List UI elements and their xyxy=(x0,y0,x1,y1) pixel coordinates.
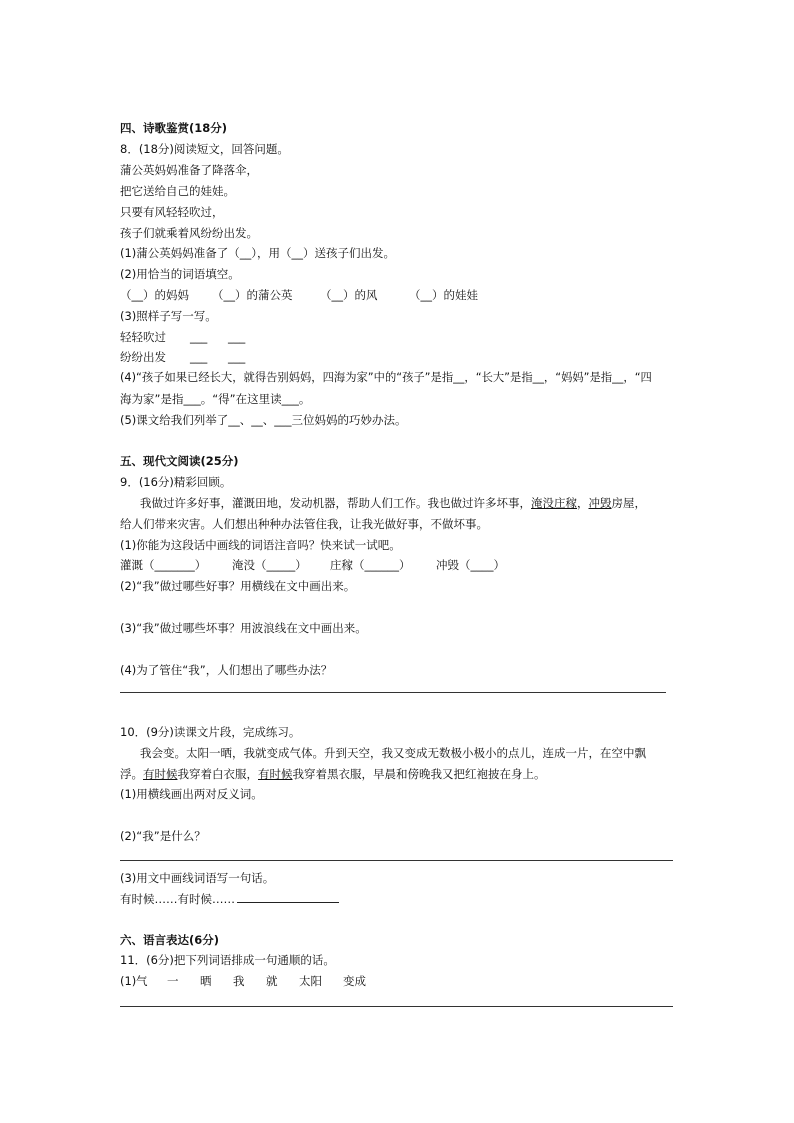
section-5-title: 五、现代文阅读(25分) xyxy=(120,454,239,468)
q10-passage-line-1: 我会变。太阳一晒，我就变成气体。升到天空，我又变成无数极小极小的点儿，连成一片，在空中飘 xyxy=(140,746,646,760)
q9-intro: 9．(16分)精彩回顾。 xyxy=(120,475,232,489)
q9-part-2: (2)“我”做过哪些好事？用横线在文中画出来。 xyxy=(120,579,356,593)
q10-part-3-prompt: 有时候……有时候…… xyxy=(120,891,339,907)
word-tile: 就 xyxy=(266,974,278,988)
answer-line-q9-4 xyxy=(120,692,666,693)
word-tile: 晒 xyxy=(200,974,212,988)
q8-part-1: (1)蒲公英妈妈准备了（__），用（__）送孩子们出发。 xyxy=(120,246,396,260)
q8-part-4-line-2: 海为家”是指___。“得”在这里读___。 xyxy=(120,392,311,406)
example-2-blank-a: ___ xyxy=(190,350,208,364)
section-6-title: 六、语言表达(6分) xyxy=(120,933,220,947)
q10-part-1: (1)用横线画出两对反义词。 xyxy=(120,787,263,801)
example-2-blank-b: ___ xyxy=(228,350,246,364)
q11-part-1-label: (1) xyxy=(120,974,137,988)
q9-part-4: (4)为了管住“我”，人们想出了哪些办法？ xyxy=(120,663,333,677)
example-2: 纷纷出发 xyxy=(120,350,166,364)
q11-intro: 11．(6分)把下列词语排成一句通顺的话。 xyxy=(120,953,335,967)
fill-blank-1: （__）的妈妈 xyxy=(120,288,189,302)
fill-blank-3: （__）的风 xyxy=(320,288,378,302)
example-1: 轻轻吹过 xyxy=(120,330,166,344)
example-1-blank-b: ___ xyxy=(228,330,246,344)
q8-part-4-line-1: (4)“孩子如果已经长大，就得告别妈妈，四海为家”中的“孩子”是指__，“长大”是指__，“妈妈”是指__，“四 xyxy=(120,371,652,384)
underlined-word-yanmo: 淹没 xyxy=(531,496,554,510)
answer-line-q10-2 xyxy=(120,860,673,861)
underlined-word-chonghui: 冲毁 xyxy=(588,496,612,510)
q9-passage-line-2: 给人们带来灾害。人们想出种种办法管住我，让我光做好事，不做坏事。 xyxy=(120,517,488,531)
q8-intro: 8．(18分)阅读短文，回答问题。 xyxy=(120,142,289,156)
answer-line-q11-1 xyxy=(120,1006,673,1007)
word-tile: 变成 xyxy=(343,974,366,988)
q9-part-3: (3)“我”做过哪些坏事？用波浪线在文中画出来。 xyxy=(120,621,367,635)
section-4-title: 四、诗歌鉴赏(18分) xyxy=(120,121,228,135)
q10-passage-line-2: 浮。有时候我穿着白衣服，有时候我穿着黑衣服，早晨和傍晚我又把红袍披在身上。 xyxy=(120,767,546,781)
word-tile: 一 xyxy=(167,974,179,988)
word-tile: 太阳 xyxy=(299,974,322,988)
example-1-blank-a: ___ xyxy=(190,330,208,344)
poem-line-2: 把它送给自己的娃娃。 xyxy=(120,184,235,198)
q9-passage-line-1: 我做过许多好事，灌溉田地，发动机器，帮助人们工作。我也做过许多坏事，淹没庄稼，冲毁房屋， xyxy=(140,496,646,510)
pinyin-blank-4: 冲毁（____） xyxy=(436,558,505,572)
underlined-word-youshihou-2: 有时候 xyxy=(258,767,293,781)
fill-blank-2: （__）的蒲公英 xyxy=(212,288,293,302)
fill-blank-4: （__）的娃娃 xyxy=(409,288,478,302)
underlined-word-youshihou-1: 有时候 xyxy=(143,767,178,781)
q9-part-1: (1)你能为这段话中画线的词语注音吗？快来试一试吧。 xyxy=(120,538,401,552)
q10-part-2: (2)“我”是什么？ xyxy=(120,829,206,843)
q10-intro: 10．(9分)读课文片段，完成练习。 xyxy=(120,725,301,739)
pinyin-blank-1: 灌溉（_______） xyxy=(120,558,207,572)
q8-part-2: (2)用恰当的词语填空。 xyxy=(120,267,240,281)
q10-part-3: (3)用文中画线词语写一句话。 xyxy=(120,871,275,885)
poem-line-4: 孩子们就乘着风纷纷出发。 xyxy=(120,226,258,240)
poem-line-1: 蒲公英妈妈准备了降落伞， xyxy=(120,163,258,177)
word-tile: 气 xyxy=(136,974,148,988)
answer-blank-q10-3 xyxy=(237,891,339,903)
word-tile: 我 xyxy=(233,974,245,988)
pinyin-blank-2: 淹没（_____） xyxy=(232,558,307,572)
underlined-word-zhuangjia: 庄稼 xyxy=(554,496,577,510)
q8-part-5: (5)课文给我们列举了__、__、___三位妈妈的巧妙办法。 xyxy=(120,413,407,427)
poem-line-3: 只要有风轻轻吹过， xyxy=(120,205,224,219)
q8-part-3: (3)照样子写一写。 xyxy=(120,309,217,323)
pinyin-blank-3: 庄稼（______） xyxy=(330,558,411,572)
